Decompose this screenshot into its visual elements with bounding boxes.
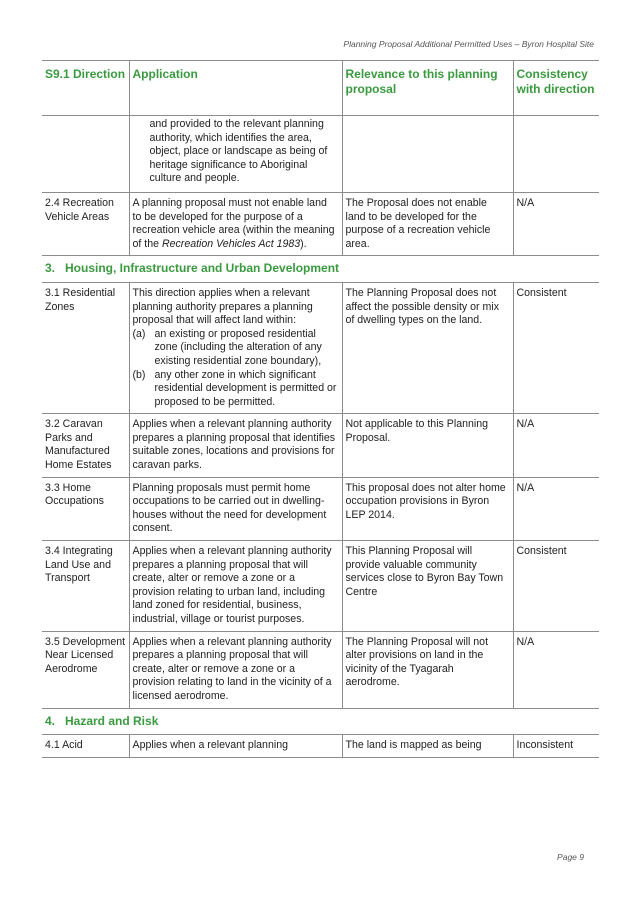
list-marker: (a) — [132, 327, 146, 340]
cell-consistency: Inconsistent — [513, 735, 599, 758]
cell-direction: 3.1 Residential Zones — [42, 282, 129, 413]
section-title: Housing, Infrastructure and Urban Development — [65, 261, 340, 276]
cell-direction: 3.3 Home Occupations — [42, 477, 129, 540]
cell-direction: 3.5 Development Near Licensed Aerodrome — [42, 631, 129, 708]
cell-consistency — [513, 116, 599, 193]
cell-direction: 3.2 Caravan Parks and Manufactured Home Estates — [42, 414, 129, 477]
cell-application: Applies when a relevant planning — [129, 735, 342, 758]
list-text: any other zone in which significant residential development is permitted or proposed to be permitted. — [154, 368, 337, 408]
cell-direction — [42, 116, 129, 193]
section-heading — [42, 256, 599, 283]
section-row-3 — [42, 256, 599, 283]
cell-application — [129, 192, 342, 255]
header-application: Application — [129, 61, 342, 116]
header-relevance: Relevance to this planning proposal — [342, 61, 513, 116]
cell-direction: 3.4 Integrating Land Use and Transport — [42, 541, 129, 632]
table-header-row — [42, 61, 599, 116]
table-row-3-2 — [42, 414, 599, 477]
cell-relevance: The Planning Proposal does not affect the possible density or mix of dwelling types on the land. — [342, 282, 513, 413]
cell-relevance — [342, 116, 513, 193]
table-row-3-4 — [42, 541, 599, 632]
section-heading — [42, 708, 599, 735]
application-text: A planning proposal must not enable land to be developed for the purpose of a recreation vehicle area (within the meaning of the — [132, 196, 335, 250]
application-text-end: ). — [300, 237, 307, 250]
cell-consistency: N/A — [513, 192, 599, 255]
cell-relevance: Not applicable to this Planning Proposal. — [342, 414, 513, 477]
table-row-continued — [42, 116, 599, 193]
cell-consistency: Consistent — [513, 282, 599, 413]
page-number: Page 9 — [557, 852, 584, 862]
cell-application: Applies when a relevant planning authority prepares a planning proposal that will create, alter or remove a zone or a provision relating to urban land, including land zoned for residential, business, industrial, village or tourist purposes. — [129, 541, 342, 632]
section-row-4 — [42, 708, 599, 735]
cell-consistency: Consistent — [513, 541, 599, 632]
zone-list — [133, 328, 339, 410]
cell-direction: 4.1 Acid — [42, 735, 129, 758]
section-number: 3. — [45, 261, 56, 276]
application-intro: This direction applies when a relevant planning authority prepares a planning proposal that will affect land within: — [132, 286, 313, 327]
header-consistency: Consistency with direction — [513, 61, 599, 116]
cell-application-text: and provided to the relevant planning authority, which identifies the area, object, place or landscape as being of heritage significance to Aboriginal culture and people. — [149, 118, 328, 185]
list-item — [133, 369, 339, 410]
cell-application: Applies when a relevant planning authority prepares a planning proposal that identifies suitable zones, locations and provisions for caravan parks. — [129, 414, 342, 477]
running-header: Planning Proposal Additional Permitted Uses – Byron Hospital Site — [343, 39, 594, 49]
section-number: 4. — [45, 713, 56, 728]
table-row-4-1 — [42, 735, 599, 758]
table-row-3-3 — [42, 477, 599, 540]
s9-1-directions-table — [42, 60, 599, 758]
cell-consistency: N/A — [513, 477, 599, 540]
header-direction: S9.1 Direction — [42, 61, 129, 116]
table-row-3-1 — [42, 282, 599, 413]
cell-application: Planning proposals must permit home occupations to be carried out in dwelling-houses without the need for development consent. — [129, 477, 342, 540]
cell-application: Applies when a relevant planning authority prepares a planning proposal that will create, alter or remove a zone or a provision relating to land in the vicinity of a licensed aerodrome. — [129, 631, 342, 708]
list-item — [133, 328, 339, 369]
cell-consistency: N/A — [513, 631, 599, 708]
cell-relevance: The Planning Proposal will not alter provisions on land in the vicinity of the Tyagarah aerodrome. — [342, 631, 513, 708]
cell-relevance: This proposal does not alter home occupation provisions in Byron LEP 2014. — [342, 477, 513, 540]
cell-consistency: N/A — [513, 414, 599, 477]
cell-relevance: This Planning Proposal will provide valuable community services close to Byron Bay Town Centre — [342, 541, 513, 632]
cell-relevance: The land is mapped as being — [342, 735, 513, 758]
list-marker: (b) — [132, 368, 146, 381]
list-text: an existing or proposed residential zone (including the alteration of any existing residential zone boundary), — [154, 327, 322, 367]
table-row-2-4 — [42, 192, 599, 255]
section-title: Hazard and Risk — [65, 713, 159, 728]
cell-application — [129, 282, 342, 413]
act-title: Recreation Vehicles Act 1983 — [161, 237, 301, 250]
cell-application — [129, 116, 342, 193]
cell-direction: 2.4 Recreation Vehicle Areas — [42, 192, 129, 255]
table-row-3-5 — [42, 631, 599, 708]
cell-relevance: The Proposal does not enable land to be developed for the purpose of a recreation vehicle area. — [342, 192, 513, 255]
